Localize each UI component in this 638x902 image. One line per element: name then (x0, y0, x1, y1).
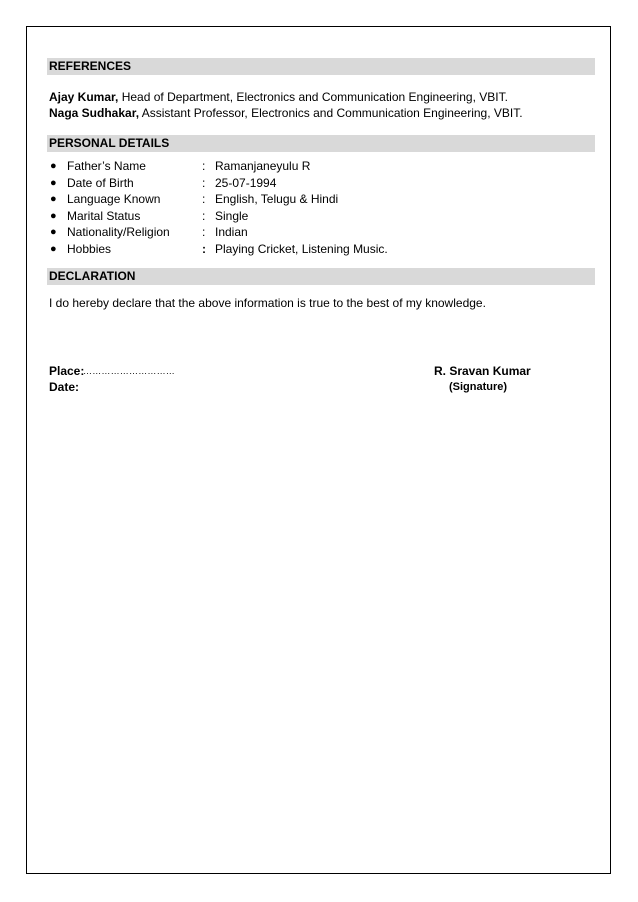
detail-label: Date of Birth (67, 175, 134, 190)
reference-entry (49, 105, 595, 121)
declaration-text: I do hereby declare that the above information is true to the best of my knowledge. (49, 296, 486, 310)
detail-value: Single (215, 208, 249, 223)
reference-name: Naga Sudhakar, (49, 106, 140, 120)
place-row (47, 363, 595, 379)
document-content (47, 58, 595, 395)
detail-value: Indian (215, 225, 248, 239)
date-row (47, 379, 595, 395)
detail-colon: : (202, 208, 206, 223)
detail-label: Language Known (67, 192, 161, 206)
detail-label: Hobbies (67, 241, 112, 256)
place-value: ………………………… (83, 366, 175, 376)
detail-colon: : (202, 175, 206, 190)
detail-colon: : (202, 192, 206, 206)
detail-label: Father’s Name (67, 159, 146, 173)
signature-caption: (Signature) (449, 381, 508, 393)
detail-colon: : (202, 159, 206, 173)
list-item (47, 224, 595, 241)
reference-detail: Assistant Professor, Electronics and Communication Engineering, VBIT. (139, 106, 523, 120)
list-item (47, 241, 595, 258)
bullet-icon: ● (50, 209, 57, 222)
declaration-heading: DECLARATION (47, 268, 595, 285)
bullet-icon: ● (50, 176, 57, 189)
reference-detail: Head of Department, Electronics and Communication Engineering, VBIT. (118, 90, 508, 104)
date-label: Date: (49, 380, 80, 394)
detail-label: Marital Status (67, 208, 141, 223)
bullet-icon: ● (50, 160, 57, 172)
reference-entry (49, 89, 595, 105)
detail-label: Nationality/Religion (67, 225, 170, 239)
list-item (47, 175, 595, 192)
detail-colon: : (202, 225, 206, 239)
list-item (47, 158, 595, 175)
personal-details-heading: PERSONAL DETAILS (47, 135, 595, 152)
detail-colon: : (202, 241, 206, 256)
list-item (47, 208, 595, 225)
bullet-icon: ● (50, 193, 57, 205)
detail-value: English, Telugu & Hindi (215, 192, 339, 206)
references-heading: REFERENCES (47, 58, 595, 75)
list-item (47, 191, 595, 208)
bullet-icon: ● (50, 226, 57, 238)
detail-value: 25-07-1994 (215, 175, 277, 190)
place-label: Place: (49, 364, 85, 378)
bullet-icon: ● (50, 242, 57, 255)
detail-value: Playing Cricket, Listening Music. (215, 241, 388, 256)
personal-details-list (47, 158, 595, 257)
reference-name: Ajay Kumar, (49, 90, 119, 104)
signatory-name: R. Sravan Kumar (434, 364, 531, 378)
detail-value: Ramanjaneyulu R (215, 159, 311, 173)
